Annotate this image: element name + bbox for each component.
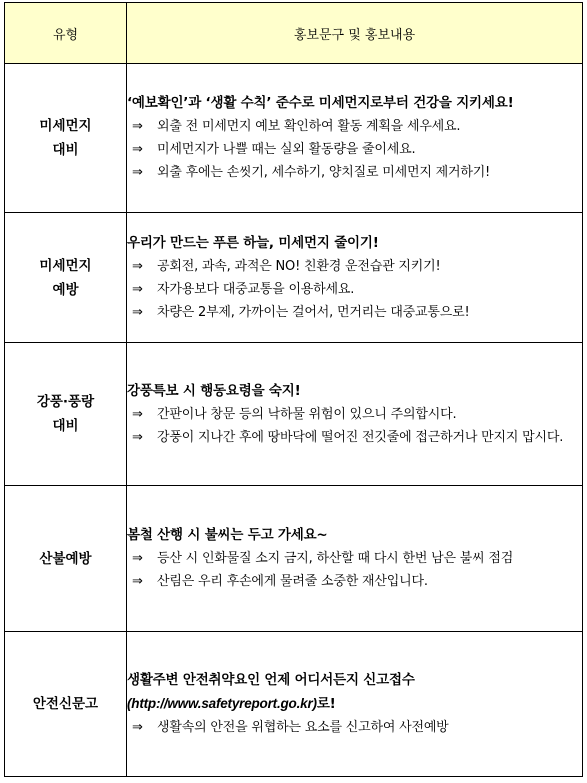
list-item (127, 716, 582, 739)
arrow-icon: ⇒ (132, 720, 143, 735)
list-item-text: 차량은 2부제, 가까이는 걸어서, 먼거리는 대중교통으로! (157, 304, 470, 320)
table-row (5, 213, 583, 343)
list-item-text: 외출 전 미세먼지 예보 확인하여 활동 계획을 세우세요. (157, 119, 461, 134)
type-label: 예방 (52, 281, 79, 298)
type-label: 미세먼지 (39, 118, 92, 134)
arrow-icon: ⇒ (132, 142, 143, 157)
header-type: 유형 (5, 3, 127, 64)
type-cell (5, 632, 127, 777)
type-label: 산불예방 (39, 550, 92, 567)
content-cell (127, 632, 583, 777)
list-item (127, 115, 582, 138)
header-content: 홍보문구 및 홍보내용 (127, 3, 583, 64)
arrow-icon: ⇒ (132, 165, 143, 180)
headline: 생활주변 안전취약요인 언제 어디서든지 신고접수 (127, 672, 415, 688)
headline: 강풍특보 시 행동요령을 숙지! (127, 382, 301, 399)
content-cell (127, 486, 583, 632)
table-row (5, 343, 583, 486)
arrow-icon: ⇒ (132, 119, 143, 134)
list-item-text: 미세먼지가 나쁠 때는 실외 활동량을 줄이세요. (157, 142, 416, 157)
arrow-icon: ⇒ (132, 281, 143, 297)
list-item-text: 등산 시 인화물질 소지 금지, 하산할 때 다시 한번 남은 불씨 점검 (157, 551, 514, 566)
list-item (127, 255, 582, 278)
report-url: (http://www.safetyreport.go.kr) (127, 696, 317, 711)
arrow-icon: ⇒ (132, 551, 143, 566)
list-item (127, 570, 582, 593)
list-item (127, 426, 582, 449)
table-header-row (5, 3, 583, 64)
promo-table (4, 2, 583, 777)
list-item-text: 자가용보다 대중교통을 이용하세요. (157, 281, 355, 297)
list-item (127, 138, 582, 161)
headline-url-line (127, 692, 582, 716)
type-cell (5, 343, 127, 486)
headline: 우리가 만드는 푸른 하늘, 미세먼지 줄이기! (127, 234, 379, 251)
type-cell (5, 486, 127, 632)
list-item (127, 403, 582, 426)
arrow-icon: ⇒ (132, 304, 143, 320)
list-item-text: 생활속의 안전을 위협하는 요소를 신고하여 사전예방 (157, 720, 449, 735)
arrow-icon: ⇒ (132, 574, 143, 589)
table-row (5, 632, 583, 777)
type-cell (5, 64, 127, 213)
content-cell (127, 343, 583, 486)
table-row (5, 486, 583, 632)
list-item-text: 외출 후에는 손씻기, 세수하기, 양치질로 미세먼지 제거하기! (157, 165, 491, 180)
type-label: 미세먼지 (39, 257, 92, 274)
list-item-text: 공회전, 과속, 과적은 NO! 친환경 운전습관 지키기! (157, 258, 441, 274)
headline: 봄철 산행 시 불씨는 두고 가세요~ (127, 527, 328, 543)
content-cell (127, 64, 583, 213)
headline: ‘예보확인’과 ‘생활 수칙’ 준수로 미세먼지로부터 건강을 지키세요! (127, 95, 514, 111)
arrow-icon: ⇒ (132, 406, 143, 422)
type-label: 대비 (52, 418, 79, 434)
list-item-text: 산림은 우리 후손에게 물려줄 소중한 재산입니다. (157, 574, 428, 589)
arrow-icon: ⇒ (132, 258, 143, 274)
type-label: 강풍·풍랑 (36, 394, 95, 410)
type-cell (5, 213, 127, 343)
content-cell (127, 213, 583, 343)
list-item-text: 간판이나 창문 등의 낙하물 위험이 있으니 주의합시다. (157, 406, 457, 422)
list-item (127, 161, 582, 184)
headline-suffix: 로! (316, 696, 336, 712)
type-label: 안전신문고 (32, 696, 99, 712)
list-item (127, 278, 582, 301)
list-item (127, 547, 582, 570)
list-item (127, 301, 582, 324)
type-label: 대비 (52, 142, 79, 158)
table-row (5, 64, 583, 213)
arrow-icon: ⇒ (132, 429, 143, 445)
list-item-text: 강풍이 지나간 후에 땅바닥에 떨어진 전깃줄에 접근하거나 만지지 맙시다. (157, 429, 564, 445)
